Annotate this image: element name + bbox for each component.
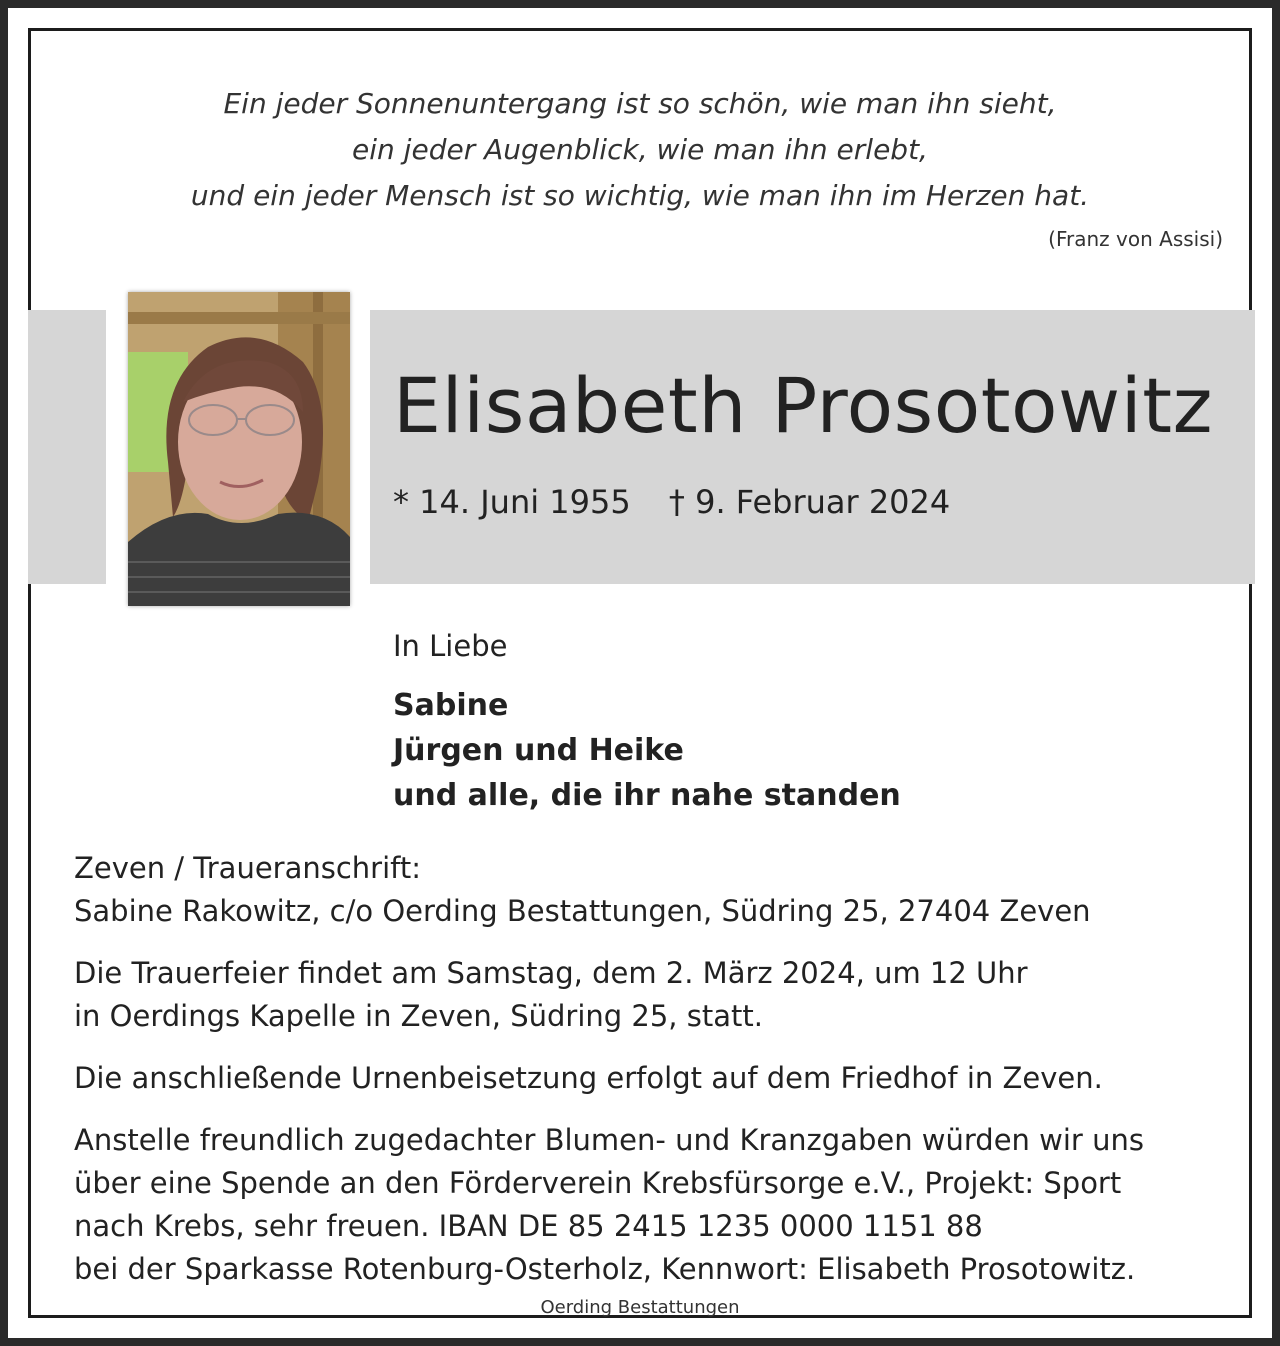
portrait-photo <box>128 292 350 606</box>
mourner: und alle, die ihr nahe standen <box>393 778 901 813</box>
funeral-home-name: Oerding Bestattungen <box>540 1297 740 1318</box>
obituary-notice <box>28 28 1252 1318</box>
quote-attribution: (Franz von Assisi) <box>1048 227 1223 251</box>
portrait-illustration <box>128 292 350 606</box>
text-line: nach Krebs, sehr freuen. IBAN DE 85 2415 1235 0000 1151 88 <box>74 1209 983 1243</box>
quote-line: ein jeder Augenblick, wie man ihn erlebt, <box>352 133 928 166</box>
mourning-intro: In Liebe <box>393 629 508 663</box>
notice-details <box>74 847 1234 1310</box>
burial-paragraph <box>74 1057 1234 1100</box>
life-dates <box>393 483 978 521</box>
deceased-name: Elisabeth Prosotowitz <box>393 361 1213 450</box>
page-frame <box>8 8 1272 1338</box>
mourners-list <box>393 683 901 818</box>
quote <box>31 81 1249 219</box>
donation-paragraph <box>74 1119 1234 1291</box>
text-line: über eine Spende an den Förderverein Krebsfürsorge e.V., Projekt: Sport <box>74 1166 1122 1200</box>
text-line: Zeven / Traueranschrift: <box>74 851 421 885</box>
text-line: Die anschließende Urnenbeisetzung erfolgt auf dem Friedhof in Zeven. <box>74 1061 1103 1095</box>
gray-band-left <box>28 310 106 584</box>
quote-line: und ein jeder Mensch ist so wichtig, wie man ihn im Herzen hat. <box>190 179 1090 212</box>
mourner: Sabine <box>393 688 509 723</box>
text-line: in Oerdings Kapelle in Zeven, Südring 25, statt. <box>74 999 763 1033</box>
ceremony-paragraph <box>74 952 1234 1038</box>
birth-date: * 14. Juni 1955 <box>393 483 631 521</box>
death-date: † 9. Februar 2024 <box>668 483 951 521</box>
quote-line: Ein jeder Sonnenuntergang ist so schön, wie man ihn sieht, <box>223 87 1057 120</box>
mourner: Jürgen und Heike <box>393 733 684 768</box>
text-line: Anstelle freundlich zugedachter Blumen- und Kranzgaben würden wir uns <box>74 1123 1144 1157</box>
text-line: Die Trauerfeier findet am Samstag, dem 2. März 2024, um 12 Uhr <box>74 956 1028 990</box>
text-line: bei der Sparkasse Rotenburg-Osterholz, Kennwort: Elisabeth Prosotowitz. <box>74 1252 1136 1286</box>
address-paragraph <box>74 847 1234 933</box>
text-line: Sabine Rakowitz, c/o Oerding Bestattungen, Südring 25, 27404 Zeven <box>74 894 1091 928</box>
